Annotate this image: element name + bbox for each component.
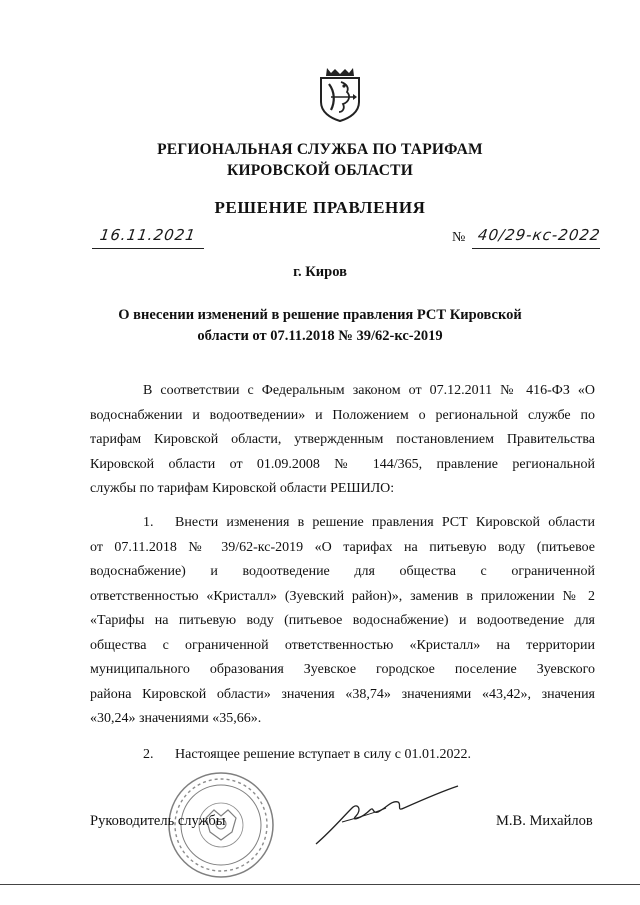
item-line: муниципального образования Зуевское городское поселение Зуевского	[90, 662, 595, 677]
subject-line1: О внесении изменений в решение правления РСТ Кировской	[118, 307, 522, 323]
coat-of-arms-icon	[317, 66, 363, 122]
document-date: 16.11.2021	[98, 226, 198, 244]
item-line: общества с ограниченной ответственностью «Кристалл» на территории	[90, 637, 595, 653]
preamble-line: Кировской области от 01.09.2008 № 144/365, правление региональной	[90, 456, 595, 472]
preamble-line: тарифам Кировской области, утвержденным постановлением Правительства	[90, 432, 595, 447]
item-line: Внести изменения в решение правления РСТ Кировской области	[175, 515, 595, 530]
item-line: от 07.11.2018 № 39/62-кс-2019 «О тарифах на питьевую воду (питьевое	[90, 539, 595, 555]
item-line: Настоящее решение вступает в силу с 01.01.2022.	[175, 747, 471, 762]
item-line: «Тарифы на питьевую воду (питьевое водоснабжение) и водоотведение для	[90, 613, 595, 628]
item-line: района Кировской области» значения «38,74» значениями «43,42», значения	[90, 686, 595, 702]
city: г. Киров	[293, 264, 347, 280]
document-subject	[0, 305, 640, 347]
document-type-title: РЕШЕНИЕ ПРАВЛЕНИЯ	[214, 198, 426, 217]
item-line: ответственностью «Кристалл» (Зуевский район)», заменив в приложении № 2	[90, 588, 595, 604]
document-number: 40/29-кс-2022	[476, 226, 602, 244]
preamble-line: водоснабжении и водоотведении» и Положением о региональной службе по	[90, 407, 595, 423]
preamble-line: службы по тарифам Кировской области РЕШИЛО:	[90, 481, 395, 496]
organization-name-line2: КИРОВСКОЙ ОБЛАСТИ	[227, 162, 413, 179]
organization-name-line1: РЕГИОНАЛЬНАЯ СЛУЖБА ПО ТАРИФАМ	[157, 141, 483, 158]
signatory-position: Руководитель службы	[90, 813, 226, 829]
preamble-line: В соответствии с Федеральным законом от 07.12.2011 № 416-ФЗ «О	[143, 383, 595, 398]
item-2-number: 2.	[143, 747, 154, 762]
item-line: «30,24» значениями «35,66».	[90, 711, 262, 726]
subject-line2: области от 07.11.2018 № 39/62-кс-2019	[197, 328, 443, 344]
signature-icon	[312, 778, 462, 848]
number-sign: №	[452, 230, 466, 245]
item-1-number: 1.	[143, 515, 154, 530]
bottom-divider	[0, 884, 640, 885]
item-line: водоснабжение) и водоотведение для общества с ограниченной	[90, 564, 595, 579]
signatory-name: М.В. Михайлов	[496, 813, 593, 829]
